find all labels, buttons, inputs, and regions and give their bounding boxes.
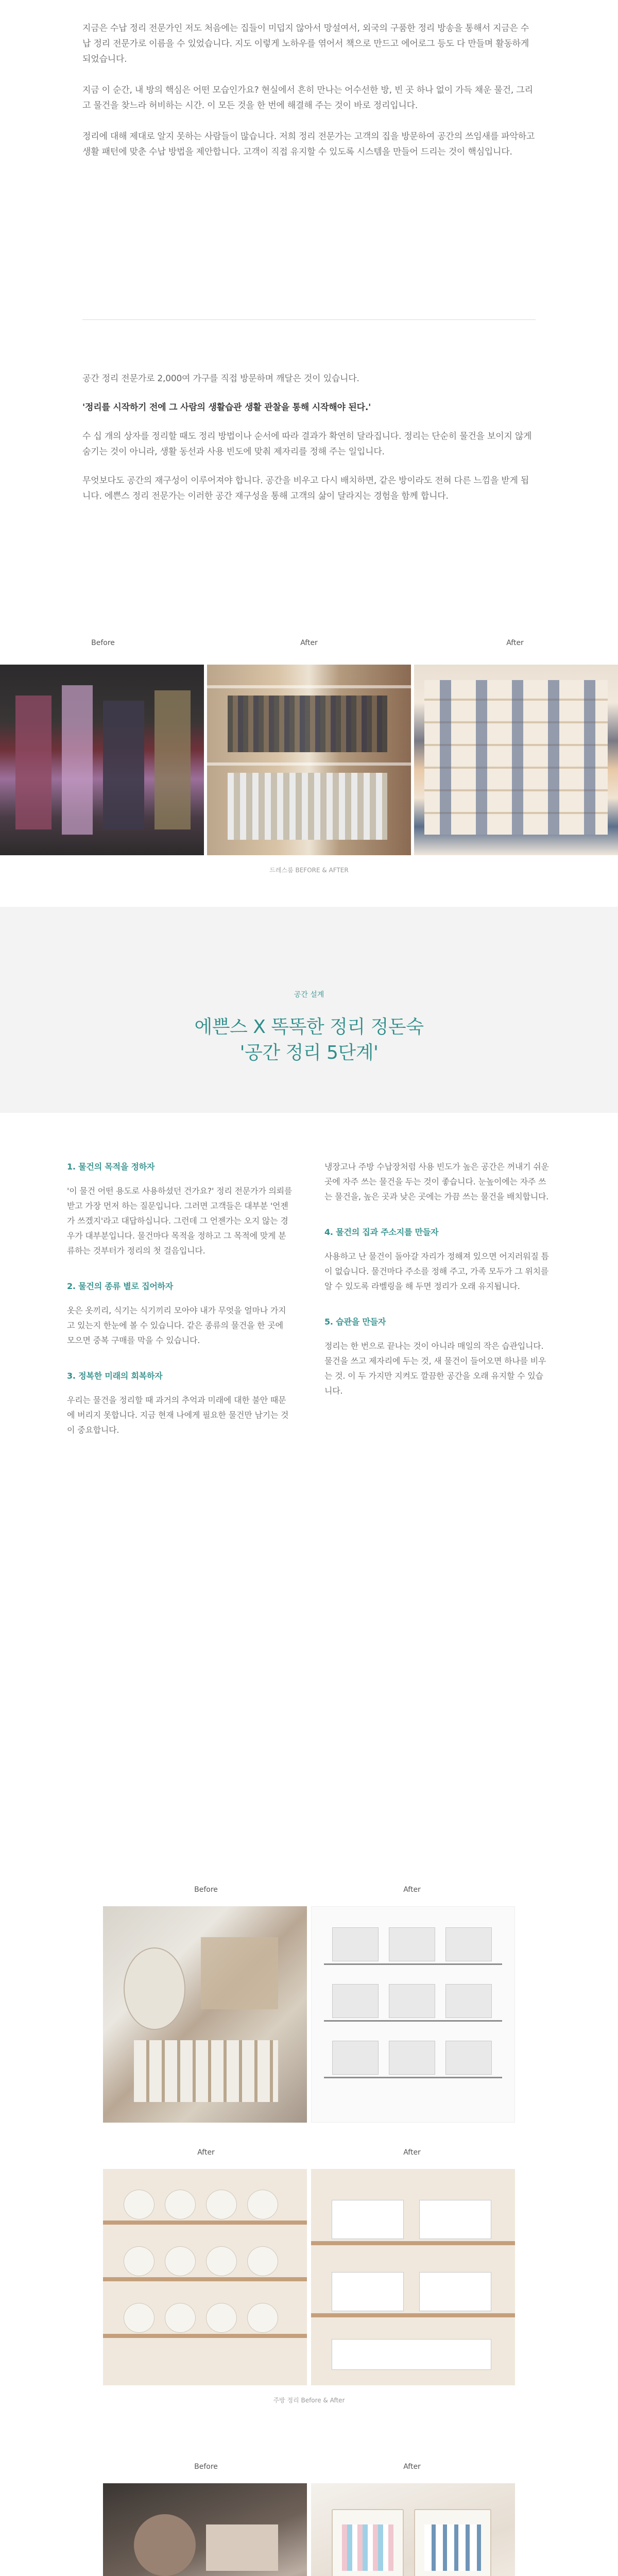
bathroom-before-photo: [103, 2483, 307, 2576]
quote-paragraph: 수 십 개의 상자를 정리할 때도 정리 방법이나 순서에 따라 결과가 확연히 달라집니다. 정리는 단순히 물건을 보이지 않게 숨기는 것이 아니라, 생활 동선과 사용 빈도에 맞춰 제자리를 정해 주는 일입니다.: [82, 431, 532, 457]
intro-paragraph: 지금 이 순간, 내 방의 핵심은 어떤 모습인가요? 현실에서 흔히 만나는 어수선한 방, 빈 곳 하나 없이 가득 채운 물건, 그리고 물건을 찾느라 허비하는 시간. 이 모든 것을 한 번에 해결해 주는 것이 바로 정리입니다.: [82, 85, 533, 111]
step-body: 정리는 한 번으로 끝나는 것이 아니라 매일의 작은 습관입니다. 물건을 쓰고 제자리에 두는 것, 새 물건이 들어오면 하나를 비우는 것. 이 두 가지만 지켜도 깔끔한 공간을 오래 유지할 수 있습니다.: [324, 1341, 546, 1396]
gallery-caption: 드레스룸 BEFORE & AFTER: [269, 867, 349, 874]
quote-bold: '정리를 시작하기 전에 그 사람의 생활습관 생활 관찰을 통해 시작해야 된다.': [82, 402, 371, 413]
photo-label: Before: [194, 1886, 218, 1894]
closet-drawer-photo: [414, 665, 618, 855]
intro-paragraph: 지금은 수납 정리 전문가인 저도 처음에는 집들이 미덥지 않아서 망설여서, 외국의 구품한 정리 방송을 통해서 지금은 수납 정리 전문가로 이름을 수 있었습니다. 지도 이렇게 노하우를 엮어서 책으로 만드고 에어로그 등도 다 만들며 활동하게 되었습니다.: [82, 23, 529, 64]
photo-label: After: [300, 639, 318, 647]
step-heading: 1. 물건의 목적을 정하자: [67, 1162, 155, 1172]
photo-label: After: [403, 2463, 421, 2471]
step-heading: 5. 습관을 만들자: [324, 1317, 386, 1327]
gallery-caption: 주방 정리 Before & After: [273, 2397, 345, 2404]
step-body: 우리는 물건을 정리할 때 과거의 추억과 미래에 대한 불안 때문에 버리지 못합니다. 지금 현재 나에게 필요한 물건만 남기는 것이 중요합니다.: [67, 1395, 289, 1435]
photo-label: Before: [91, 639, 115, 647]
step-heading: 3. 정복한 미래의 회복하자: [67, 1371, 163, 1381]
section-kicker: 공간 설계: [294, 991, 324, 999]
kitchen-before-photo: [103, 1906, 307, 2123]
intro-paragraph: 정리에 대해 제대로 알지 못하는 사람들이 많습니다. 저희 정리 전문가는 고객의 집을 방문하여 공간의 쓰임새를 파악하고 생활 패턴에 맞춘 수납 방법을 제안합니다. 고객이 직접 유지할 수 있도록 시스템을 만들어 드리는 것이 핵심입니다.: [82, 131, 535, 157]
step-heading: 2. 물건의 종류 별로 집어하자: [67, 1281, 174, 1291]
steps-right-column: [324, 1159, 551, 1398]
step-heading: 4. 물건의 집과 주소지를 만들자: [324, 1227, 439, 1237]
step-body: 냉장고나 주방 수납장처럼 사용 빈도가 높은 공간은 꺼내기 쉬운 곳에 자주 쓰는 물건을 두는 것이 좋습니다. 눈높이에는 자주 쓰는 물건을, 높은 곳과 낮은 곳에는 가끔 쓰는 물건을 배치합니다.: [324, 1162, 549, 1201]
dish-shelf-after-photo: [103, 2169, 307, 2385]
step-body: 사용하고 난 물건이 돌아갈 자리가 정해져 있으면 어지러워질 틈이 없습니다. 물건마다 주소를 정해 주고, 가족 모두가 그 위치를 알 수 있도록 라벨링을 해 두면 정리가 오래 유지됩니다.: [324, 1251, 549, 1291]
section-title: '공간 정리 5단계': [239, 1042, 379, 1063]
cabinet-after-photo: [311, 2169, 515, 2385]
kitchen-after-photo: [311, 1906, 515, 2123]
quote-paragraph: 무엇보다도 공간의 재구성이 이루어져야 합니다. 공간을 비우고 다시 배치하면, 같은 방이라도 전혀 다른 느낌을 받게 됩니다. 에쁜스 정리 전문가는 이러한 공간 재구성을 통해 고객의 삶이 달라지는 경험을 함께 합니다.: [82, 476, 529, 501]
steps-header-block: [0, 907, 618, 1113]
photo-label: Before: [194, 2463, 218, 2471]
closet-before-photo: [0, 665, 204, 855]
bathroom-after-photo: [311, 2483, 515, 2576]
quote-section: [82, 371, 536, 504]
photo-label: After: [403, 1886, 421, 1894]
photo-label: After: [197, 2148, 215, 2157]
section-title: 에쁜스 X 똑똑한 정리 정돈숙: [194, 1016, 424, 1038]
photo-label: After: [506, 639, 524, 647]
section-divider: [82, 319, 536, 320]
quote-lead: 공간 정리 전문가로 2,000여 가구를 직접 방문하며 깨달은 것이 있습니다.: [82, 374, 359, 384]
step-body: 옷은 옷끼리, 식기는 식기끼리 모아야 내가 무엇을 얼마나 가지고 있는지 한눈에 볼 수 있습니다. 같은 종류의 물건을 한 곳에 모으면 중복 구매를 막을 수 있습니다.: [67, 1306, 286, 1345]
photo-label: After: [403, 2148, 421, 2157]
step-body: '이 물건 어떤 용도로 사용하셨던 건가요?' 정리 전문가가 의뢰를 받고 가장 먼저 하는 질문입니다. 그러면 고객들은 대부분 '언젠가 쓰겠지'라고 대답하십니다. 그런데 그 언젠가는 오지 않는 경우가 대부분입니다. 물건마다 목적을 정하고 그 목적에 맞게 분류하는 것부터가 정리의 첫 걸음입니다.: [67, 1186, 293, 1256]
closet-after-photo: [207, 665, 411, 855]
steps-left-column: [67, 1159, 294, 1437]
intro-section: [82, 21, 536, 160]
